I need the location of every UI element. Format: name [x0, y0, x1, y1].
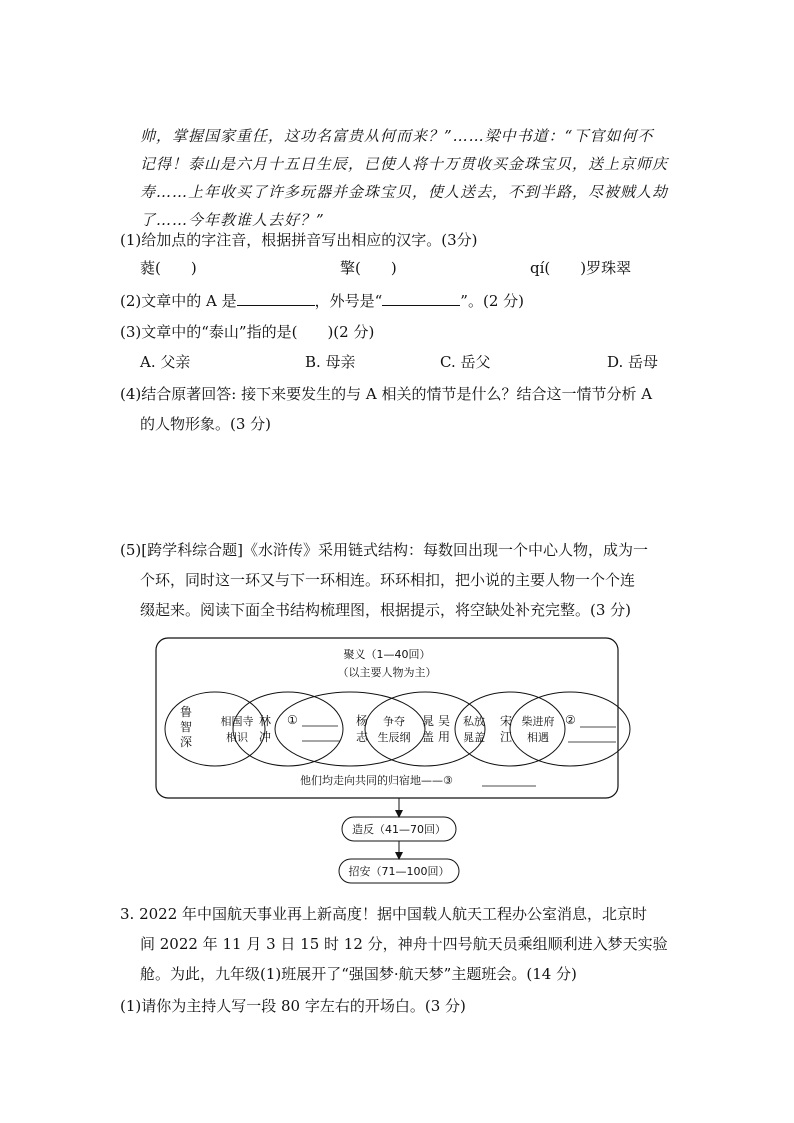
node-yangzhi-1: 杨	[355, 714, 369, 728]
q6-line-2: 间 2022 年 11 月 3 日 15 时 12 分，神舟十四号航天员乘组顺利进入梦天实验	[140, 935, 668, 953]
q5-line-3: 缀起来。阅读下面全书结构梳理图，根据提示，将空缺处补充完整。(3 分)	[140, 601, 632, 619]
q2-blank-name[interactable]	[237, 290, 315, 306]
q3-option-a[interactable]: A. 父亲	[140, 353, 191, 371]
q3-option-b[interactable]: B. 母亲	[305, 353, 356, 371]
diagram-title: 聚义（1—40回）	[343, 648, 431, 661]
q6-line-1: 3. 2022 年中国航天事业再上新高度！据中国载人航天工程办公室消息，北京时	[120, 905, 648, 923]
passage-line-3: 寿……上年收买了许多玩器并金珠宝贝，使人送去，不到半路，尽被贼人劫	[140, 183, 669, 201]
q5-line-2: 个环，同时这一环又与下一环相连。环环相扣，把小说的主要人物一个个连	[140, 571, 636, 589]
blank-1-label: ①	[287, 713, 298, 727]
q3-option-d[interactable]: D. 岳母	[607, 353, 659, 371]
q4-line-2: 的人物形象。(3 分)	[140, 415, 272, 433]
q2-middle: ，外号是“	[314, 292, 383, 310]
q6-line-3: 舱。为此，九年级(1)班展开了“强国梦·航天梦”主题班会。(14 分)	[140, 965, 577, 983]
ring-3	[275, 692, 425, 766]
blank-2-label: ②	[565, 713, 576, 727]
event-3-line-2: 生辰纲	[377, 731, 411, 744]
event-1-line-2: 相识	[226, 731, 248, 744]
q2-prefix: (2)文章中的 A 是	[120, 292, 237, 310]
passage-line-1: 帅，掌握国家重任，这功名富贵从何而来？”……梁中书道：“下官如何不	[140, 127, 654, 145]
box-zhaoan-label: 招安（71—100回）	[348, 865, 450, 878]
q4-line-1: (4)结合原著回答: 接下来要发生的与 A 相关的情节是什么？结合这一情节分析 A	[120, 385, 653, 403]
node-songjiang-1: 宋	[499, 714, 513, 728]
node-luzhishen-2: 智	[179, 720, 193, 734]
ring-2	[233, 692, 343, 766]
q1-item-3: qí( )罗珠翠	[530, 259, 632, 277]
node-wuyong-1: 吴	[437, 714, 451, 728]
node-chaogai-2: 盖	[421, 730, 435, 744]
q5-line-1: (5)[跨学科综合题]《水浒传》采用链式结构：每数回出现一个中心人物，成为一	[120, 541, 648, 559]
node-songjiang-2: 江	[499, 730, 513, 744]
node-linchong-2: 冲	[258, 730, 272, 744]
q3-prompt: (3)文章中的“泰山”指的是( )(2 分)	[120, 323, 375, 341]
event-1-line-1: 相国寺	[220, 715, 254, 728]
ring-6	[510, 692, 630, 766]
q3-option-c[interactable]: C. 岳父	[440, 353, 491, 371]
q2-prompt	[120, 290, 524, 311]
node-yangzhi-2: 志	[355, 730, 369, 744]
q1-item-2: 擎( )	[340, 259, 397, 277]
node-luzhishen-1: 鲁	[179, 705, 193, 719]
box-zaofan-label: 造反（41—70回）	[352, 823, 446, 836]
q1-item-1: 蕤( )	[140, 259, 197, 277]
node-chaogai-1: 晁	[421, 714, 435, 728]
node-linchong-1: 林	[258, 714, 272, 728]
node-wuyong-2: 用	[437, 730, 451, 744]
q1-prompt: (1)给加点的字注音，根据拼音写出相应的汉字。(3分)	[120, 231, 478, 249]
diagram-subtitle: （以主要人物为主）	[337, 666, 437, 679]
event-4-line-1: 私放	[463, 715, 485, 728]
passage-line-4: 了……今年教谁人去好？”	[140, 211, 325, 229]
q2-blank-nickname[interactable]	[382, 290, 460, 306]
node-luzhishen-3: 深	[179, 735, 193, 749]
passage-line-2: 记得！泰山是六月十五日生辰，已使人将十万贯收买金珠宝贝，送上京师庆	[140, 155, 669, 173]
q2-suffix: ”。(2 分)	[460, 292, 524, 310]
structure-diagram	[150, 634, 650, 890]
event-4-line-2: 晁盖	[463, 731, 485, 744]
q6-sub-1: (1)请你为主持人写一段 80 字左右的开场白。(3 分)	[120, 997, 466, 1015]
event-5-line-2: 相遇	[527, 731, 549, 744]
diagram-footer: 他们均走向共同的归宿地——③	[300, 774, 453, 787]
event-5-line-1: 柴进府	[521, 715, 555, 728]
event-3-line-1: 争夺	[383, 715, 405, 728]
